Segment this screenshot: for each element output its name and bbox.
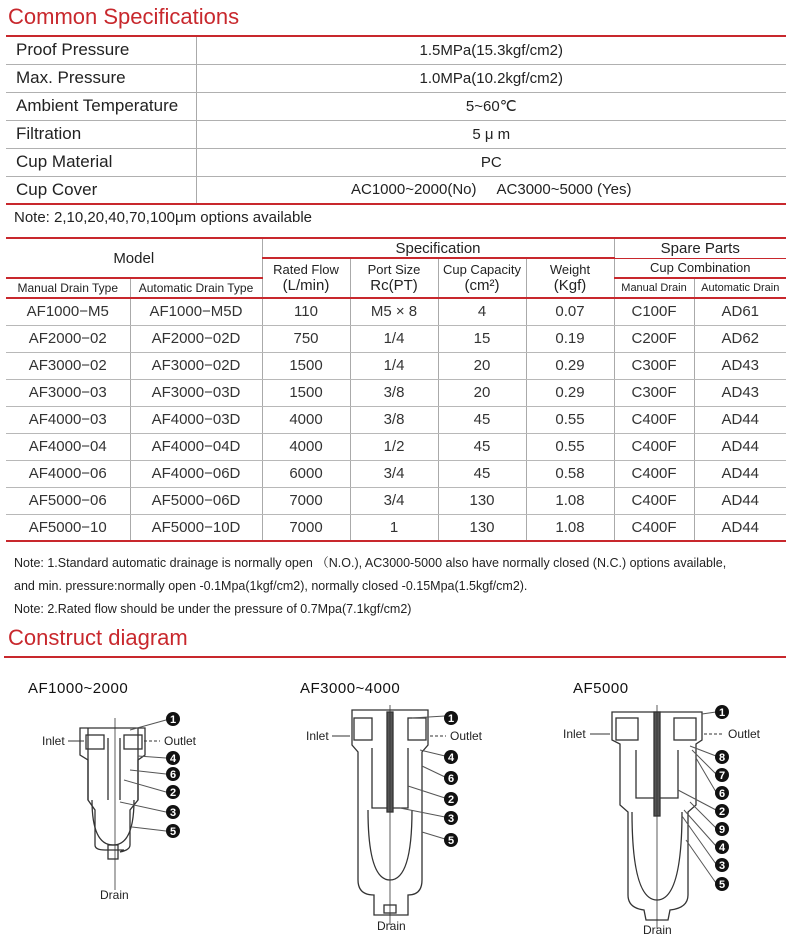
- spec-label: Max. Pressure: [6, 64, 196, 92]
- svg-text:1: 1: [718, 707, 726, 719]
- svg-text:3: 3: [169, 807, 177, 819]
- spec-value: PC: [196, 148, 786, 176]
- table-cell: 7000: [262, 487, 350, 514]
- table-cell: C400F: [614, 514, 694, 541]
- af1000-construct-diagram: [20, 700, 220, 910]
- table-row: [6, 487, 786, 514]
- table-cell: AD44: [694, 514, 786, 541]
- table-cell: 0.29: [526, 379, 614, 406]
- table-cell: 0.55: [526, 406, 614, 433]
- table-cell: AD44: [694, 406, 786, 433]
- table-cell: AD43: [694, 379, 786, 406]
- spec-row: [6, 92, 786, 120]
- table-cell: 1.08: [526, 514, 614, 541]
- note-line: Note: 2.Rated flow should be under the pressure of 0.7Mpa(7.1kgf/cm2): [14, 602, 412, 616]
- svg-text:6: 6: [447, 773, 455, 785]
- table-cell: AF5000−10D: [130, 514, 262, 541]
- table-cell: 45: [438, 406, 526, 433]
- table-cell: 45: [438, 433, 526, 460]
- weight-unit: (Kgf): [553, 277, 587, 294]
- cup-capacity-unit: (cm²): [464, 277, 500, 294]
- header-rated-flow: [262, 258, 350, 298]
- table-cell: AF4000−03D: [130, 406, 262, 433]
- table-cell: 4: [438, 298, 526, 325]
- spec-value: 5 μ m: [196, 120, 786, 148]
- table-cell: 1/4: [350, 352, 438, 379]
- table-cell: AF5000−10: [6, 514, 130, 541]
- table-cell: M5 × 8: [350, 298, 438, 325]
- header-automatic-drain-type: Automatic Drain Type: [130, 278, 262, 298]
- table-cell: 130: [438, 514, 526, 541]
- diagram-title-af1000: AF1000~2000: [28, 680, 129, 697]
- table-cell: 1/2: [350, 433, 438, 460]
- header-automatic-drain: Automatic Drain: [694, 278, 786, 298]
- table-cell: 1500: [262, 352, 350, 379]
- svg-text:4: 4: [718, 842, 726, 854]
- spec-row: [6, 36, 786, 64]
- table-cell: AF4000−04: [6, 433, 130, 460]
- table-cell: 1500: [262, 379, 350, 406]
- svg-text:2: 2: [718, 806, 726, 818]
- svg-text:6: 6: [169, 769, 177, 781]
- table-cell: 1/4: [350, 325, 438, 352]
- table-cell: 110: [262, 298, 350, 325]
- outlet-label: Outlet: [450, 729, 483, 743]
- common-specifications-table: [6, 35, 786, 205]
- svg-text:5: 5: [447, 835, 455, 847]
- section-divider: [4, 656, 786, 658]
- table-row: [6, 433, 786, 460]
- header-manual-drain-type: Manual Drain Type: [6, 278, 130, 298]
- table-cell: AD61: [694, 298, 786, 325]
- weight-label: Weight: [549, 262, 591, 277]
- svg-text:8: 8: [718, 752, 726, 764]
- svg-text:4: 4: [169, 753, 177, 765]
- spec-label: Cup Cover: [6, 176, 196, 204]
- header-manual-drain: Manual Drain: [614, 278, 694, 298]
- table-cell: 20: [438, 352, 526, 379]
- table-cell: AF1000−M5: [6, 298, 130, 325]
- table-row: [6, 325, 786, 352]
- spec-value: 5~60℃: [196, 92, 786, 120]
- outlet-label: Outlet: [728, 727, 761, 741]
- table-cell: 1: [350, 514, 438, 541]
- af5000-construct-diagram: [550, 700, 790, 950]
- drain-label: Drain: [643, 923, 672, 937]
- table-cell: C400F: [614, 460, 694, 487]
- svg-text:6: 6: [718, 788, 726, 800]
- table-row: [6, 406, 786, 433]
- table-cell: AD43: [694, 352, 786, 379]
- svg-text:2: 2: [169, 787, 177, 799]
- table-cell: AD44: [694, 460, 786, 487]
- svg-text:1: 1: [447, 713, 455, 725]
- table-cell: AF5000−06: [6, 487, 130, 514]
- common-specifications-title: Common Specifications: [8, 4, 240, 29]
- table-cell: AF4000−06D: [130, 460, 262, 487]
- table-cell: 130: [438, 487, 526, 514]
- table-cell: 4000: [262, 406, 350, 433]
- table-cell: AF2000−02D: [130, 325, 262, 352]
- header-port-size: [350, 258, 438, 298]
- table-cell: 0.58: [526, 460, 614, 487]
- table-cell: AD44: [694, 433, 786, 460]
- table-cell: AD44: [694, 487, 786, 514]
- inlet-label: Inlet: [563, 727, 586, 741]
- table-cell: 15: [438, 325, 526, 352]
- af3000-construct-diagram: [290, 700, 490, 940]
- model-table: [6, 237, 786, 542]
- rated-flow-label: Rated Flow: [273, 262, 339, 277]
- spec-value: 1.5MPa(15.3kgf/cm2): [196, 36, 786, 64]
- drain-label: Drain: [377, 919, 406, 933]
- table-cell: 6000: [262, 460, 350, 487]
- table-cell: AF4000−06: [6, 460, 130, 487]
- spec-row: [6, 120, 786, 148]
- table-cell: C100F: [614, 298, 694, 325]
- table-cell: AF2000−02: [6, 325, 130, 352]
- header-cup-capacity: [438, 258, 526, 298]
- table-cell: AF4000−04D: [130, 433, 262, 460]
- spec-value: 1.0MPa(10.2kgf/cm2): [196, 64, 786, 92]
- svg-text:3: 3: [447, 813, 455, 825]
- model-table-notes: [14, 552, 726, 621]
- port-size-label: Port Size: [367, 262, 421, 277]
- table-cell: AF1000−M5D: [130, 298, 262, 325]
- table-cell: 0.19: [526, 325, 614, 352]
- table-cell: AF5000−06D: [130, 487, 262, 514]
- cup-capacity-label: Cup Capacity: [442, 262, 522, 277]
- table-cell: AF4000−03: [6, 406, 130, 433]
- diagram-title-af5000: AF5000: [573, 680, 629, 697]
- spec-label: Proof Pressure: [6, 36, 196, 64]
- table-cell: C200F: [614, 325, 694, 352]
- diagram-title-af3000: AF3000~4000: [300, 680, 401, 697]
- table-cell: C400F: [614, 433, 694, 460]
- table-cell: C300F: [614, 379, 694, 406]
- spec-value: AC1000~2000(No) AC3000~5000 (Yes): [196, 176, 786, 204]
- callout-bullets: [678, 705, 729, 891]
- table-cell: C400F: [614, 487, 694, 514]
- table-cell: 750: [262, 325, 350, 352]
- spec-row: [6, 176, 786, 204]
- svg-text:4: 4: [447, 752, 455, 764]
- rated-flow-unit: (L/min): [282, 277, 330, 294]
- header-model: Model: [6, 238, 262, 278]
- port-size-unit: Rc(PT): [370, 277, 418, 294]
- inlet-label: Inlet: [306, 729, 329, 743]
- table-row: [6, 352, 786, 379]
- spec-label: Filtration: [6, 120, 196, 148]
- svg-text:5: 5: [169, 826, 177, 838]
- svg-text:1: 1: [169, 714, 177, 726]
- table-cell: AF3000−03: [6, 379, 130, 406]
- drain-label: Drain: [100, 888, 129, 902]
- table-cell: AF3000−02D: [130, 352, 262, 379]
- table-cell: 0.55: [526, 433, 614, 460]
- callout-bullets: [120, 712, 180, 838]
- table-cell: AF3000−03D: [130, 379, 262, 406]
- spec-label: Ambient Temperature: [6, 92, 196, 120]
- table-cell: 3/4: [350, 460, 438, 487]
- table-cell: 3/8: [350, 406, 438, 433]
- spec-row: [6, 64, 786, 92]
- table-row: [6, 514, 786, 541]
- svg-text:3: 3: [718, 860, 726, 872]
- spec-row: [6, 148, 786, 176]
- note-line: and min. pressure:normally open -0.1Mpa(1kgf/cm2), normally closed -0.15Mpa(1.5kgf/cm2).: [14, 579, 528, 593]
- table-cell: 45: [438, 460, 526, 487]
- outlet-label: Outlet: [164, 734, 197, 748]
- filtration-options-note: Note: 2,10,20,40,70,100μm options available: [14, 209, 313, 226]
- header-spare-parts: Spare Parts: [614, 238, 786, 258]
- table-cell: 7000: [262, 514, 350, 541]
- header-weight: [526, 258, 614, 298]
- svg-text:2: 2: [447, 794, 455, 806]
- table-cell: C300F: [614, 352, 694, 379]
- table-cell: 20: [438, 379, 526, 406]
- table-cell: 3/8: [350, 379, 438, 406]
- svg-text:9: 9: [718, 824, 726, 836]
- table-cell: 0.29: [526, 352, 614, 379]
- construct-diagram-title: Construct diagram: [8, 625, 188, 650]
- table-row: [6, 379, 786, 406]
- spec-label: Cup Material: [6, 148, 196, 176]
- inlet-label: Inlet: [42, 734, 65, 748]
- table-cell: AF3000−02: [6, 352, 130, 379]
- table-cell: C400F: [614, 406, 694, 433]
- header-cup-combination: Cup Combination: [614, 258, 786, 278]
- table-cell: 4000: [262, 433, 350, 460]
- table-cell: AD62: [694, 325, 786, 352]
- table-row: [6, 298, 786, 325]
- svg-text:7: 7: [718, 770, 726, 782]
- table-cell: 1.08: [526, 487, 614, 514]
- note-line: Note: 1.Standard automatic drainage is normally open （N.O.), AC3000-5000 also have normally closed (N.C.) options available,: [14, 556, 727, 570]
- svg-text:5: 5: [718, 879, 726, 891]
- table-cell: 0.07: [526, 298, 614, 325]
- table-cell: 3/4: [350, 487, 438, 514]
- header-specification: Specification: [262, 238, 614, 258]
- table-row: [6, 460, 786, 487]
